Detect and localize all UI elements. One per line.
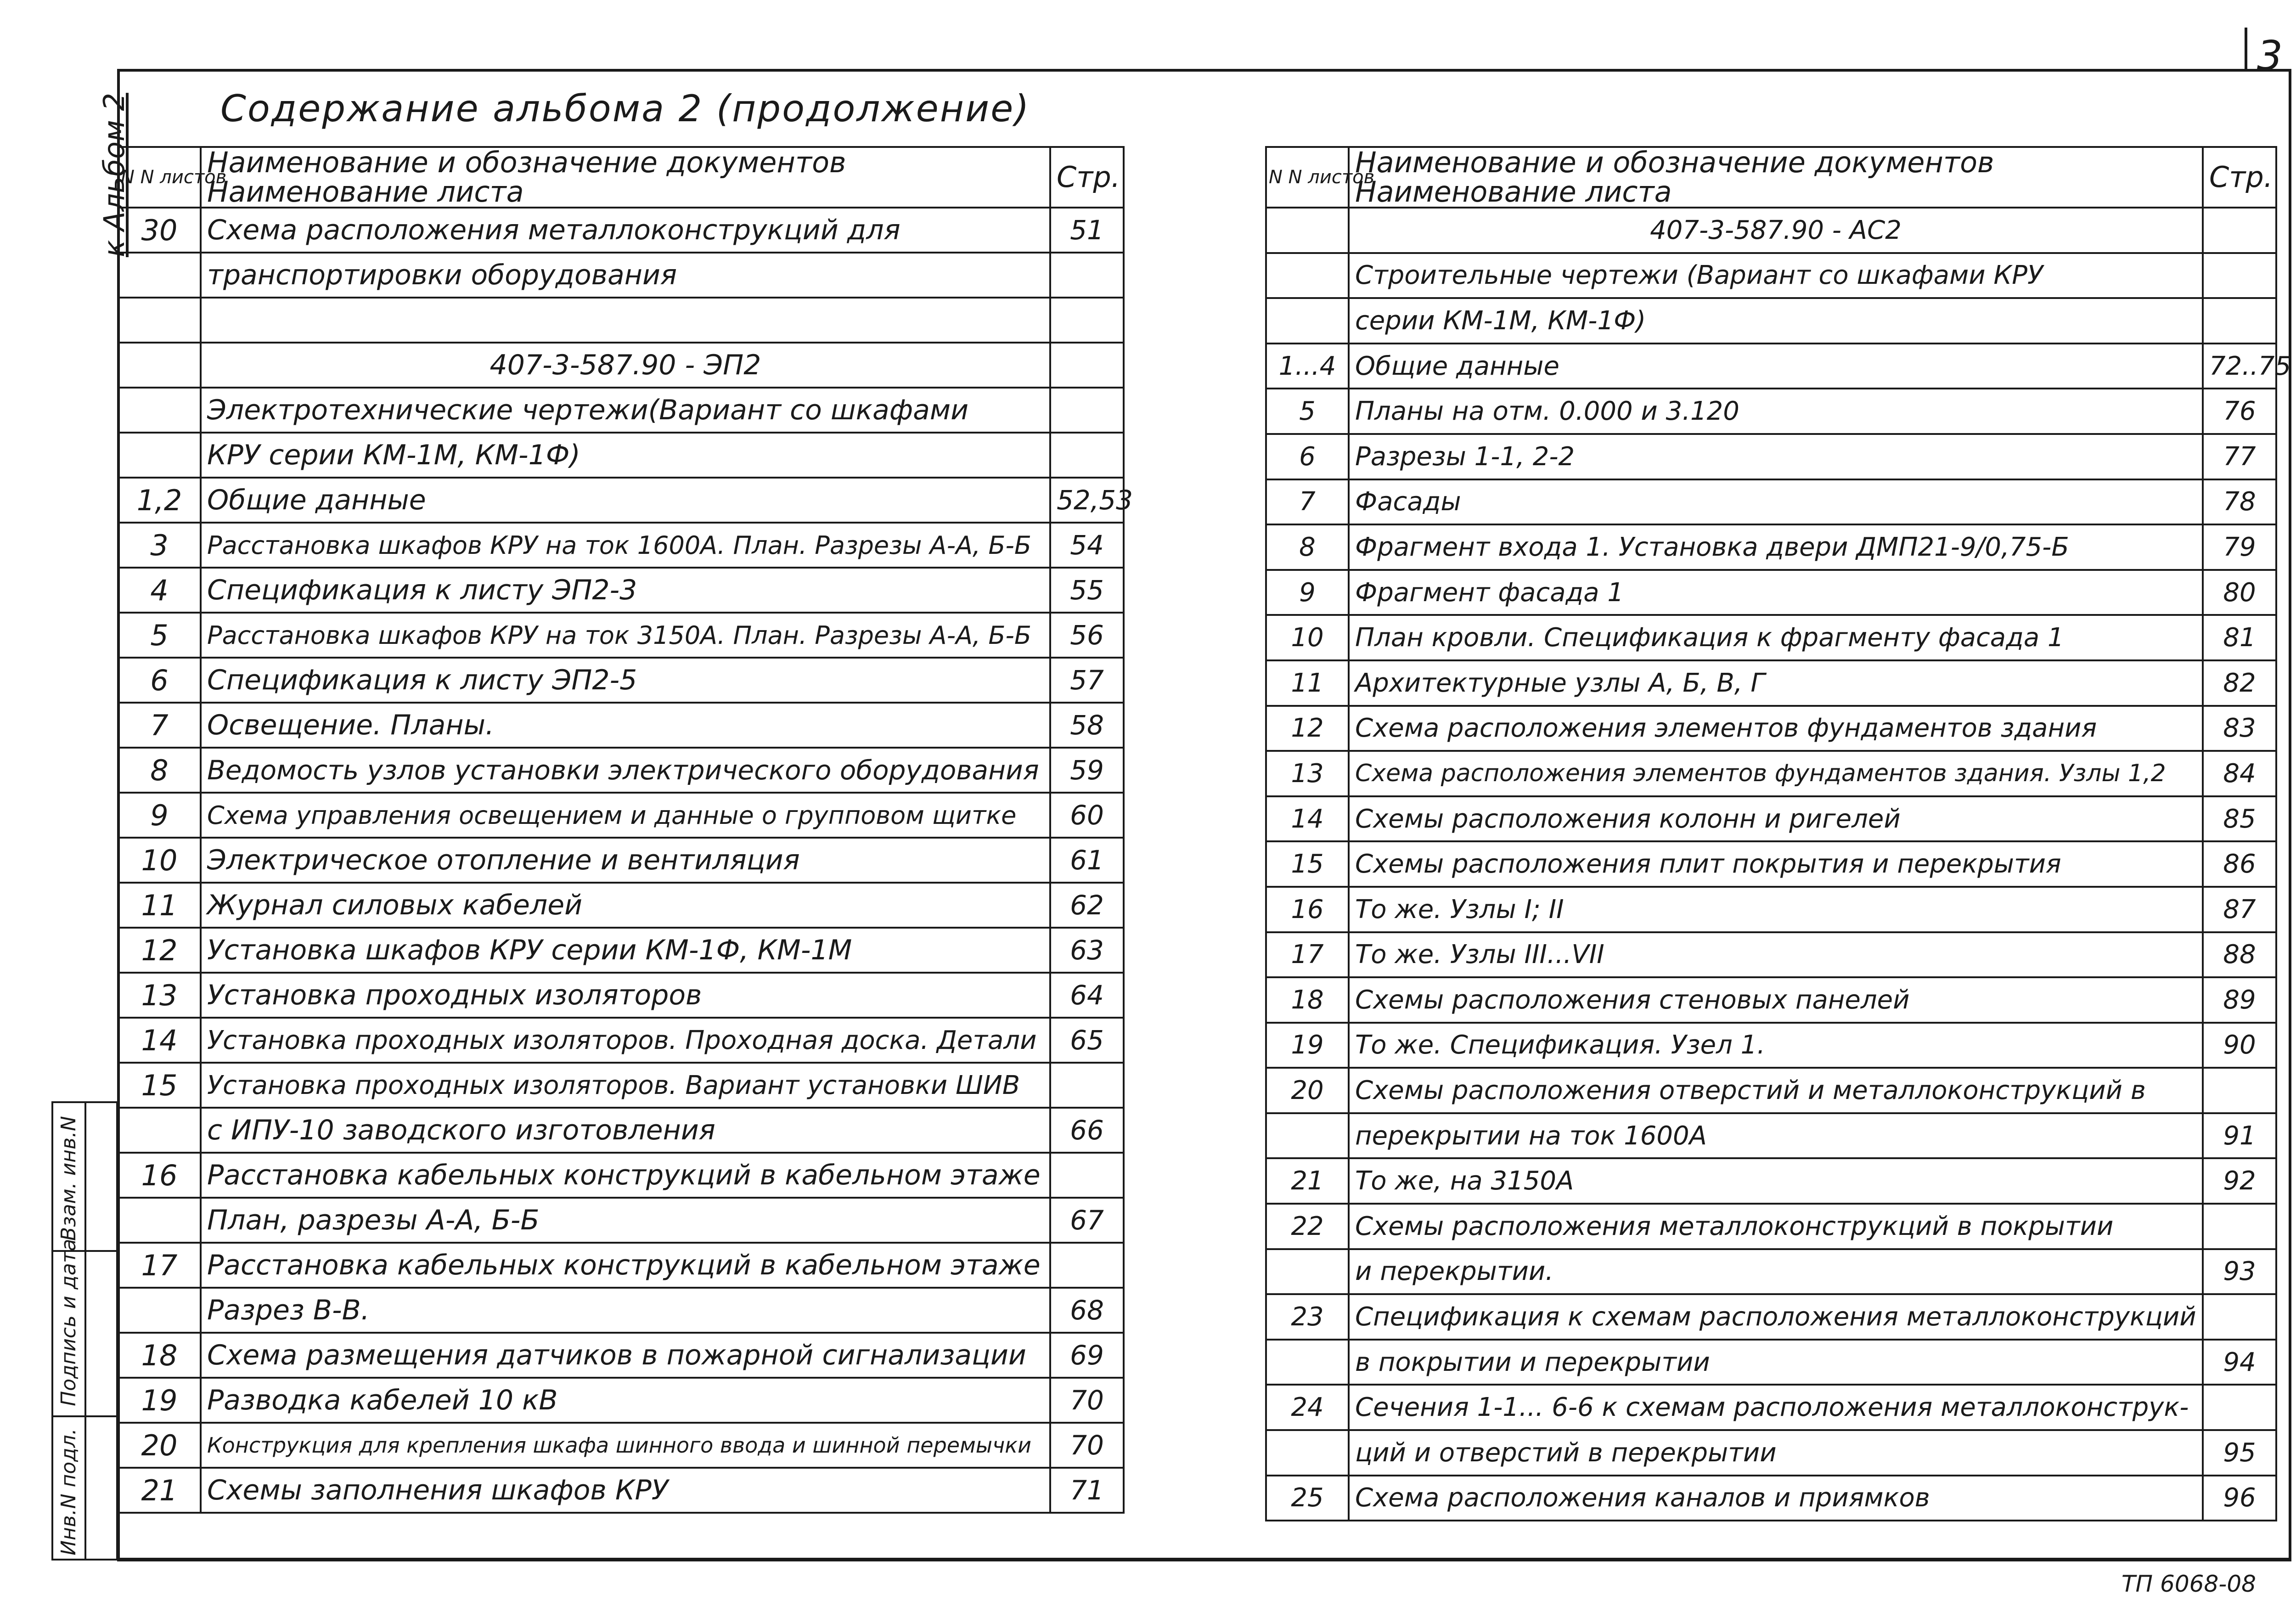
sheet-number-cell: 20 — [1266, 1068, 1349, 1113]
sheet-number-cell — [118, 388, 201, 433]
document-code: ТП 6068-08 — [2122, 1571, 2256, 1597]
page-cell: 65 — [1050, 1018, 1124, 1063]
sheet-number-cell — [118, 298, 201, 343]
page-cell — [2203, 298, 2276, 344]
document-title-cell: Спецификация к листу ЭП2-5 — [201, 658, 1050, 703]
right-contents-table — [1265, 146, 2291, 1521]
page-cell: 59 — [1050, 748, 1124, 793]
page-cell: 83 — [2203, 706, 2276, 751]
page-cell: 64 — [1050, 973, 1124, 1018]
table-row — [118, 1108, 1124, 1153]
header-page: Стр. — [2203, 147, 2276, 208]
left-contents-table — [117, 146, 1133, 1514]
sheet-number-cell: 6 — [118, 658, 201, 703]
header-title-line2: Наименование листа — [207, 175, 524, 208]
page-cell: 72..75 — [2203, 344, 2276, 389]
header-title-line1: Наименование и обозначение документов — [1355, 146, 1994, 179]
page-cell — [2203, 1294, 2276, 1340]
page-cell: 76 — [2203, 389, 2276, 434]
document-title-cell: Установка проходных изоляторов. Проходная доска. Детали — [201, 1018, 1050, 1063]
stamp-label-replacement: Взам. инв.N — [57, 1116, 80, 1241]
table-row — [118, 793, 1124, 838]
sheet-number-cell: 3 — [118, 523, 201, 568]
side-album-label: к Альбом 2 — [97, 93, 131, 257]
page-cell: 88 — [2203, 932, 2276, 978]
document-title-cell: Фрагмент входа 1. Установка двери ДМП21-9/0,75-Б — [1349, 524, 2203, 570]
document-title-cell: Планы на отм. 0.000 и 3.120 — [1349, 389, 2203, 434]
document-title-cell — [201, 298, 1050, 343]
page-cell: 93 — [2203, 1249, 2276, 1295]
table-row — [1266, 1294, 2276, 1340]
document-title-cell: Схема расположения металлоконструкций для — [201, 208, 1050, 253]
document-title-cell: 407-3-587.90 - АС2 — [1349, 208, 2203, 253]
sheet-number-cell: 23 — [1266, 1294, 1349, 1340]
table-row — [1266, 479, 2276, 525]
table-row — [1266, 298, 2276, 344]
sheet-number-cell: 16 — [1266, 887, 1349, 932]
sheet-number-cell: 8 — [118, 748, 201, 793]
frame-bottom-line — [117, 1558, 2291, 1560]
page-cell: 71 — [1050, 1468, 1124, 1513]
document-title-cell: Спецификация к схемам расположения металлоконструкций — [1349, 1294, 2203, 1340]
table-row — [118, 478, 1124, 523]
header-page: Стр. — [1050, 147, 1124, 208]
sheet-number-cell: 17 — [1266, 932, 1349, 978]
table-row — [118, 928, 1124, 973]
table-row — [1266, 887, 2276, 932]
table-row — [1266, 389, 2276, 434]
page-cell: 56 — [1050, 613, 1124, 658]
page-cell: 77 — [2203, 434, 2276, 479]
table-row — [1266, 841, 2276, 887]
sheet-number-cell: 9 — [1266, 570, 1349, 615]
header-sheet-number: N N листов — [1266, 147, 1349, 208]
sheet-number-cell — [1266, 298, 1349, 344]
document-title-cell: Строительные чертежи (Вариант со шкафами КРУ — [1349, 253, 2203, 299]
page-cell — [1050, 388, 1124, 433]
document-title-cell: Общие данные — [201, 478, 1050, 523]
sheet-number-cell: 1...4 — [1266, 344, 1349, 389]
sheet-number-cell: 10 — [1266, 615, 1349, 660]
document-title-cell: Расстановка шкафов КРУ на ток 3150А. План. Разрезы А-А, Б-Б — [201, 613, 1050, 658]
table-row — [118, 208, 1124, 253]
sheet-number-cell: 16 — [118, 1153, 201, 1198]
page-cell: 61 — [1050, 838, 1124, 883]
table-row — [1266, 1430, 2276, 1476]
page-cell — [2203, 1204, 2276, 1249]
table-row — [1266, 524, 2276, 570]
table-row — [118, 298, 1124, 343]
document-title-cell: Схемы расположения плит покрытия и перекрытия — [1349, 841, 2203, 887]
document-title-cell: серии КМ-1М, КМ-1Ф) — [1349, 298, 2203, 344]
table-row — [118, 1423, 1124, 1468]
document-title-cell: Разрезы 1-1, 2-2 — [1349, 434, 2203, 479]
table-row — [1266, 796, 2276, 842]
page-cell: 78 — [2203, 479, 2276, 525]
album-title: Содержание альбома 2 (продолжение) — [220, 87, 1030, 130]
document-title-cell: Разводка кабелей 10 кВ — [201, 1378, 1050, 1423]
table-row — [1266, 1023, 2276, 1068]
sheet-number-cell — [1266, 1430, 1349, 1476]
document-title-cell: То же. Узлы III...VII — [1349, 932, 2203, 978]
document-title-cell: План кровли. Спецификация к фрагменту фасада 1 — [1349, 615, 2203, 660]
document-title-cell: с ИПУ-10 заводского изготовления — [201, 1108, 1050, 1153]
stamp-divider — [53, 1415, 116, 1417]
page-cell: 79 — [2203, 524, 2276, 570]
table-row — [118, 613, 1124, 658]
document-title-cell: Сечения 1-1... 6-6 к схемам расположения металлоконструк- — [1349, 1385, 2203, 1430]
sheet-number-cell — [118, 253, 201, 298]
table-row — [1266, 344, 2276, 389]
page-cell: 95 — [2203, 1430, 2276, 1476]
sheet-number-cell: 24 — [1266, 1385, 1349, 1430]
table-row — [118, 703, 1124, 748]
page-cell — [1050, 343, 1124, 388]
document-title-cell: Схемы расположения отверстий и металлоконструкций в — [1349, 1068, 2203, 1113]
document-title-cell: транспортировки оборудования — [201, 253, 1050, 298]
table-row — [118, 1333, 1124, 1378]
table-row — [118, 433, 1124, 478]
sheet-number-cell: 30 — [118, 208, 201, 253]
sheet-number-cell: 22 — [1266, 1204, 1349, 1249]
table-row — [1266, 1158, 2276, 1204]
document-title-cell: Схемы расположения стеновых панелей — [1349, 977, 2203, 1023]
sheet-number-cell — [1266, 1340, 1349, 1385]
page-cell: 87 — [2203, 887, 2276, 932]
page-cell: 58 — [1050, 703, 1124, 748]
table-row — [1266, 932, 2276, 978]
document-title-cell: Электрическое отопление и вентиляция — [201, 838, 1050, 883]
page-cell — [1050, 298, 1124, 343]
page-cell: 68 — [1050, 1288, 1124, 1333]
header-title-line2: Наименование листа — [1355, 175, 1672, 208]
table-row — [1266, 570, 2276, 615]
page-cell: 94 — [2203, 1340, 2276, 1385]
table-row — [1266, 253, 2276, 299]
sheet-number-cell — [118, 433, 201, 478]
header-document-title — [201, 147, 1050, 208]
document-title-cell: Разрез В-В. — [201, 1288, 1050, 1333]
table-row — [118, 388, 1124, 433]
page-cell: 86 — [2203, 841, 2276, 887]
header-sheet-number: N N листов — [118, 147, 201, 208]
page-cell: 70 — [1050, 1378, 1124, 1423]
document-title-cell: Схема расположения элементов фундаментов здания — [1349, 706, 2203, 751]
sheet-number-cell: 19 — [1266, 1023, 1349, 1068]
table-row — [1266, 615, 2276, 660]
document-title-cell: Фасады — [1349, 479, 2203, 525]
page-cell: 96 — [2203, 1476, 2276, 1521]
table-row — [1266, 1204, 2276, 1249]
table-row — [1266, 434, 2276, 479]
table-row — [1266, 751, 2276, 796]
sheet-number-cell — [1266, 208, 1349, 253]
sheet-number-cell: 9 — [118, 793, 201, 838]
table-row — [1266, 1113, 2276, 1159]
sheet-number-cell: 14 — [118, 1018, 201, 1063]
sheet-number-cell: 18 — [118, 1333, 201, 1378]
page-cell: 52,53 — [1050, 478, 1124, 523]
page-cell — [1050, 1153, 1124, 1198]
document-title-cell: Архитектурные узлы А, Б, В, Г — [1349, 660, 2203, 706]
document-title-cell: Установка проходных изоляторов. Вариант установки ШИВ — [201, 1063, 1050, 1108]
stamp-label-original: Инв.N подл. — [57, 1428, 80, 1555]
sheet-number-cell: 21 — [118, 1468, 201, 1513]
sheet-number-cell: 13 — [118, 973, 201, 1018]
page-cell — [1050, 253, 1124, 298]
header-document-title — [1349, 147, 2203, 208]
sheet-number-cell: 11 — [1266, 660, 1349, 706]
table-row — [1266, 977, 2276, 1023]
sheet-number-cell: 17 — [118, 1243, 201, 1288]
page-cell — [2203, 253, 2276, 299]
document-title-cell: Схемы расположения металлоконструкций в покрытии — [1349, 1204, 2203, 1249]
table-row — [118, 973, 1124, 1018]
page-cell: 51 — [1050, 208, 1124, 253]
sheet-number-cell: 4 — [118, 568, 201, 613]
document-title-cell: Схемы расположения колонн и ригелей — [1349, 796, 2203, 842]
table-row — [118, 568, 1124, 613]
document-title-cell: Схема размещения датчиков в пожарной сигнализации — [201, 1333, 1050, 1378]
table-row — [1266, 1385, 2276, 1430]
sheet-number-cell: 1,2 — [118, 478, 201, 523]
sheet-number-cell: 10 — [118, 838, 201, 883]
sheet-number-cell: 12 — [1266, 706, 1349, 751]
page-cell: 66 — [1050, 1108, 1124, 1153]
sheet-number-cell: 15 — [1266, 841, 1349, 887]
table-row — [118, 1288, 1124, 1333]
document-title-cell: Спецификация к листу ЭП2-3 — [201, 568, 1050, 613]
page-cell: 91 — [2203, 1113, 2276, 1159]
page-cell: 54 — [1050, 523, 1124, 568]
document-title-cell: Ведомость узлов установки электрического оборудования — [201, 748, 1050, 793]
page-cell: 55 — [1050, 568, 1124, 613]
sheet-number-cell — [1266, 1249, 1349, 1295]
document-title-cell: Освещение. Планы. — [201, 703, 1050, 748]
table-row — [1266, 660, 2276, 706]
document-title-cell: То же. Спецификация. Узел 1. — [1349, 1023, 2203, 1068]
document-title-cell: Конструкция для крепления шкафа шинного ввода и шинной перемычки — [201, 1423, 1050, 1468]
page-cell — [1050, 1243, 1124, 1288]
sheet-number-cell: 5 — [118, 613, 201, 658]
page-cell: 57 — [1050, 658, 1124, 703]
document-title-cell: Общие данные — [1349, 344, 2203, 389]
page-cell: 69 — [1050, 1333, 1124, 1378]
page-cell: 81 — [2203, 615, 2276, 660]
document-title-cell: Схема расположения каналов и приямков — [1349, 1476, 2203, 1521]
sheet-number-cell: 11 — [118, 883, 201, 928]
table-row — [1266, 208, 2276, 253]
sheet-number-cell — [1266, 253, 1349, 299]
sheet-number-cell: 18 — [1266, 977, 1349, 1023]
document-title-cell: Электротехнические чертежи(Вариант со шкафами — [201, 388, 1050, 433]
page-cell: 70 — [1050, 1423, 1124, 1468]
document-title-cell: ций и отверстий в перекрытии — [1349, 1430, 2203, 1476]
document-title-cell: Установка проходных изоляторов — [201, 973, 1050, 1018]
page-cell: 90 — [2203, 1023, 2276, 1068]
document-title-cell: перекрытии на ток 1600А — [1349, 1113, 2203, 1159]
page-cell — [1050, 1063, 1124, 1108]
document-title-cell: Расстановка шкафов КРУ на ток 1600А. План. Разрезы А-А, Б-Б — [201, 523, 1050, 568]
document-title-cell: План, разрезы А-А, Б-Б — [201, 1198, 1050, 1243]
document-title-cell: Схемы заполнения шкафов КРУ — [201, 1468, 1050, 1513]
stamp-divider — [84, 1103, 86, 1559]
sheet-number-cell: 12 — [118, 928, 201, 973]
sheet-number-cell — [1266, 1113, 1349, 1159]
page-number-divider — [2245, 28, 2247, 71]
sheet-number-cell: 5 — [1266, 389, 1349, 434]
table-row — [118, 253, 1124, 298]
document-title-cell: в покрытии и перекрытии — [1349, 1340, 2203, 1385]
document-title-cell: Журнал силовых кабелей — [201, 883, 1050, 928]
page-cell — [2203, 1385, 2276, 1430]
document-title-cell: Установка шкафов КРУ серии КМ-1Ф, КМ-1М — [201, 928, 1050, 973]
document-title-cell: КРУ серии КМ-1М, КМ-1Ф) — [201, 433, 1050, 478]
document-title-cell: Расстановка кабельных конструкций в кабельном этаже — [201, 1243, 1050, 1288]
document-title-cell: 407-3-587.90 - ЭП2 — [201, 343, 1050, 388]
document-title-cell: То же, на 3150А — [1349, 1158, 2203, 1204]
page-cell: 92 — [2203, 1158, 2276, 1204]
table-row — [118, 1198, 1124, 1243]
page-number: 3 — [2257, 32, 2283, 79]
page-cell: 80 — [2203, 570, 2276, 615]
page-cell: 63 — [1050, 928, 1124, 973]
table-row — [1266, 1249, 2276, 1295]
document-title-cell: Фрагмент фасада 1 — [1349, 570, 2203, 615]
table-row — [118, 523, 1124, 568]
page-cell: 89 — [2203, 977, 2276, 1023]
page-cell — [2203, 1068, 2276, 1113]
table-row — [1266, 1340, 2276, 1385]
sheet-number-cell: 6 — [1266, 434, 1349, 479]
sheet-number-cell — [118, 343, 201, 388]
sheet-number-cell: 25 — [1266, 1476, 1349, 1521]
page-cell — [2203, 208, 2276, 253]
table-row — [118, 1243, 1124, 1288]
table-row — [118, 1153, 1124, 1198]
sheet-number-cell: 19 — [118, 1378, 201, 1423]
sheet-number-cell: 7 — [118, 703, 201, 748]
table-row — [1266, 1476, 2276, 1521]
table-row — [118, 343, 1124, 388]
stamp-label-signature: Подпись и дата — [57, 1239, 80, 1406]
sheet-number-cell — [118, 1198, 201, 1243]
table-row — [118, 838, 1124, 883]
page-cell: 67 — [1050, 1198, 1124, 1243]
page-cell: 62 — [1050, 883, 1124, 928]
page-cell: 84 — [2203, 751, 2276, 796]
document-title-cell: и перекрытии. — [1349, 1249, 2203, 1295]
sheet-number-cell: 13 — [1266, 751, 1349, 796]
page-cell: 82 — [2203, 660, 2276, 706]
sheet-number-cell: 7 — [1266, 479, 1349, 525]
table-row — [118, 1018, 1124, 1063]
sheet-number-cell: 20 — [118, 1423, 201, 1468]
table-row — [118, 658, 1124, 703]
table-row — [118, 1378, 1124, 1423]
table-row — [1266, 1068, 2276, 1113]
page-cell — [1050, 433, 1124, 478]
approval-stamp — [51, 1101, 118, 1561]
sheet-number-cell — [118, 1288, 201, 1333]
document-title-cell: То же. Узлы I; II — [1349, 887, 2203, 932]
sheet-number-cell — [118, 1108, 201, 1153]
table-row — [118, 883, 1124, 928]
document-title-cell: Схема расположения элементов фундаментов здания. Узлы 1,2 — [1349, 751, 2203, 796]
header-title-line1: Наименование и обозначение документов — [207, 146, 846, 179]
sheet-number-cell: 14 — [1266, 796, 1349, 842]
table-row — [118, 1468, 1124, 1513]
page-cell: 60 — [1050, 793, 1124, 838]
document-title-cell: Расстановка кабельных конструкций в кабельном этаже — [201, 1153, 1050, 1198]
table-row — [1266, 706, 2276, 751]
document-title-cell: Схема управления освещением и данные о групповом щитке — [201, 793, 1050, 838]
sheet-number-cell: 15 — [118, 1063, 201, 1108]
table-row — [118, 1063, 1124, 1108]
sheet-number-cell: 21 — [1266, 1158, 1349, 1204]
table-row — [118, 748, 1124, 793]
page-cell: 85 — [2203, 796, 2276, 842]
sheet-number-cell: 8 — [1266, 524, 1349, 570]
